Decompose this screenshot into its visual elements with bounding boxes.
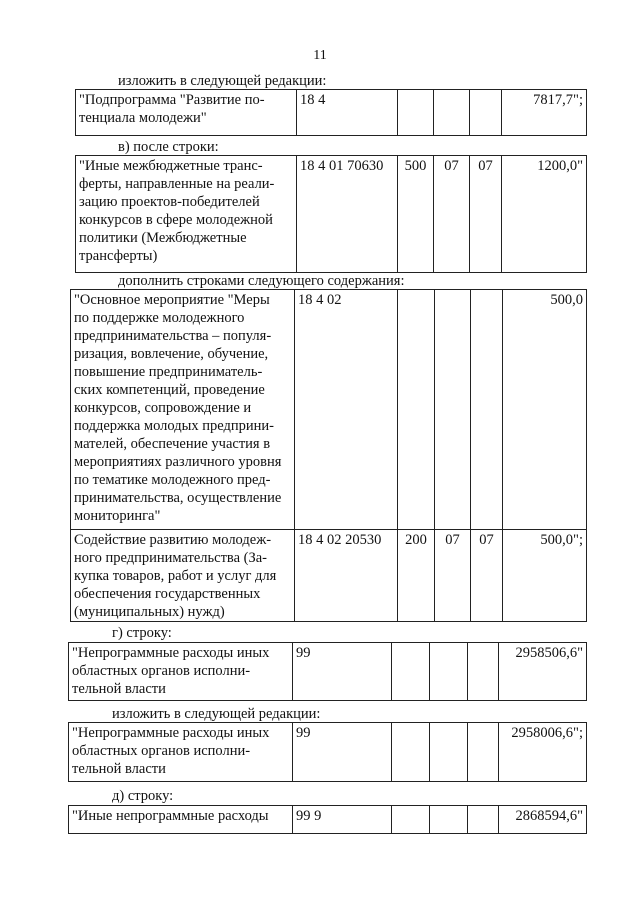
table-row xyxy=(69,723,587,782)
subsection-cell: 07 xyxy=(470,156,502,273)
table-row xyxy=(69,806,587,834)
amount-cell: 1200,0" xyxy=(502,156,587,273)
subsection-cell xyxy=(468,806,499,834)
item-name-cell: "Непрограммные расходы иных областных органов исполни- тельной власти xyxy=(69,643,293,701)
expense-type-cell: 500 xyxy=(398,156,434,273)
budget-table xyxy=(68,722,587,782)
target-code-cell: 18 4 02 20530 xyxy=(295,530,398,622)
table-row xyxy=(76,156,587,273)
budget-table xyxy=(75,89,587,136)
table-row xyxy=(71,290,587,530)
subsection-cell: 07 xyxy=(471,530,503,622)
expense-type-cell xyxy=(398,290,435,530)
section-cell xyxy=(434,90,470,136)
section-cell: 07 xyxy=(435,530,471,622)
subsection-cell xyxy=(468,723,499,782)
page-number: 11 xyxy=(313,48,327,63)
amount-cell: 2868594,6" xyxy=(499,806,587,834)
target-code-cell: 99 xyxy=(293,723,392,782)
budget-table xyxy=(68,805,587,834)
section-cell xyxy=(430,723,468,782)
expense-type-cell xyxy=(398,90,434,136)
subsection-cell xyxy=(470,90,502,136)
target-code-cell: 18 4 01 70630 xyxy=(297,156,398,273)
amount-cell: 2958006,6"; xyxy=(499,723,587,782)
expense-type-cell xyxy=(392,643,430,701)
amount-cell: 500,0 xyxy=(503,290,587,530)
budget-table xyxy=(75,155,587,273)
section-cell: 07 xyxy=(434,156,470,273)
item-name-cell: "Основное мероприятие "Меры по поддержке молодежного предпринимательства – популя- ризация, вовлечение, обучение, повышение предприниматель- ских компетенций, проведение конкурсов, сопровождение и поддержка молодых предприни- мателей, обеспечение участия в мероприятиях различного уровня по тематике молодежного пред- принимательства, осуществление мониторинга" xyxy=(71,290,295,530)
subsection-cell xyxy=(471,290,503,530)
budget-table xyxy=(68,642,587,701)
budget-table xyxy=(70,289,587,622)
item-name-cell: "Подпрограмма "Развитие по- тенциала молодежи" xyxy=(76,90,297,136)
item-name-cell: Содействие развитию молодеж- ного предпринимательства (За- купка товаров, работ и услуг для обеспечения государственных (муниципальных) нужд) xyxy=(71,530,295,622)
target-code-cell: 99 9 xyxy=(293,806,392,834)
table-row xyxy=(69,643,587,701)
table-row xyxy=(71,530,587,622)
section-cell xyxy=(430,643,468,701)
item-name-cell: "Непрограммные расходы иных областных органов исполни- тельной власти xyxy=(69,723,293,782)
amount-cell: 7817,7"; xyxy=(502,90,587,136)
table-row xyxy=(76,90,587,136)
item-name-cell: "Иные межбюджетные транс- ферты, направленные на реали- зацию проектов-победителей конкурсов в сфере молодежной политики (Межбюджетные трансферты) xyxy=(76,156,297,273)
subsection-cell xyxy=(468,643,499,701)
target-code-cell: 18 4 02 xyxy=(295,290,398,530)
target-code-cell: 18 4 xyxy=(297,90,398,136)
expense-type-cell xyxy=(392,723,430,782)
instruction-text: изложить в следующей редакции: xyxy=(118,73,327,89)
instruction-text: изложить в следующей редакции: xyxy=(112,706,321,722)
expense-type-cell xyxy=(392,806,430,834)
instruction-text: дополнить строками следующего содержания: xyxy=(118,273,405,289)
target-code-cell: 99 xyxy=(293,643,392,701)
amount-cell: 500,0"; xyxy=(503,530,587,622)
item-name-cell: "Иные непрограммные расходы xyxy=(69,806,293,834)
instruction-text: г) строку: xyxy=(112,625,172,641)
amount-cell: 2958506,6" xyxy=(499,643,587,701)
expense-type-cell: 200 xyxy=(398,530,435,622)
section-cell xyxy=(430,806,468,834)
instruction-text: д) строку: xyxy=(112,788,174,804)
section-cell xyxy=(435,290,471,530)
instruction-text: в) после строки: xyxy=(118,139,219,155)
